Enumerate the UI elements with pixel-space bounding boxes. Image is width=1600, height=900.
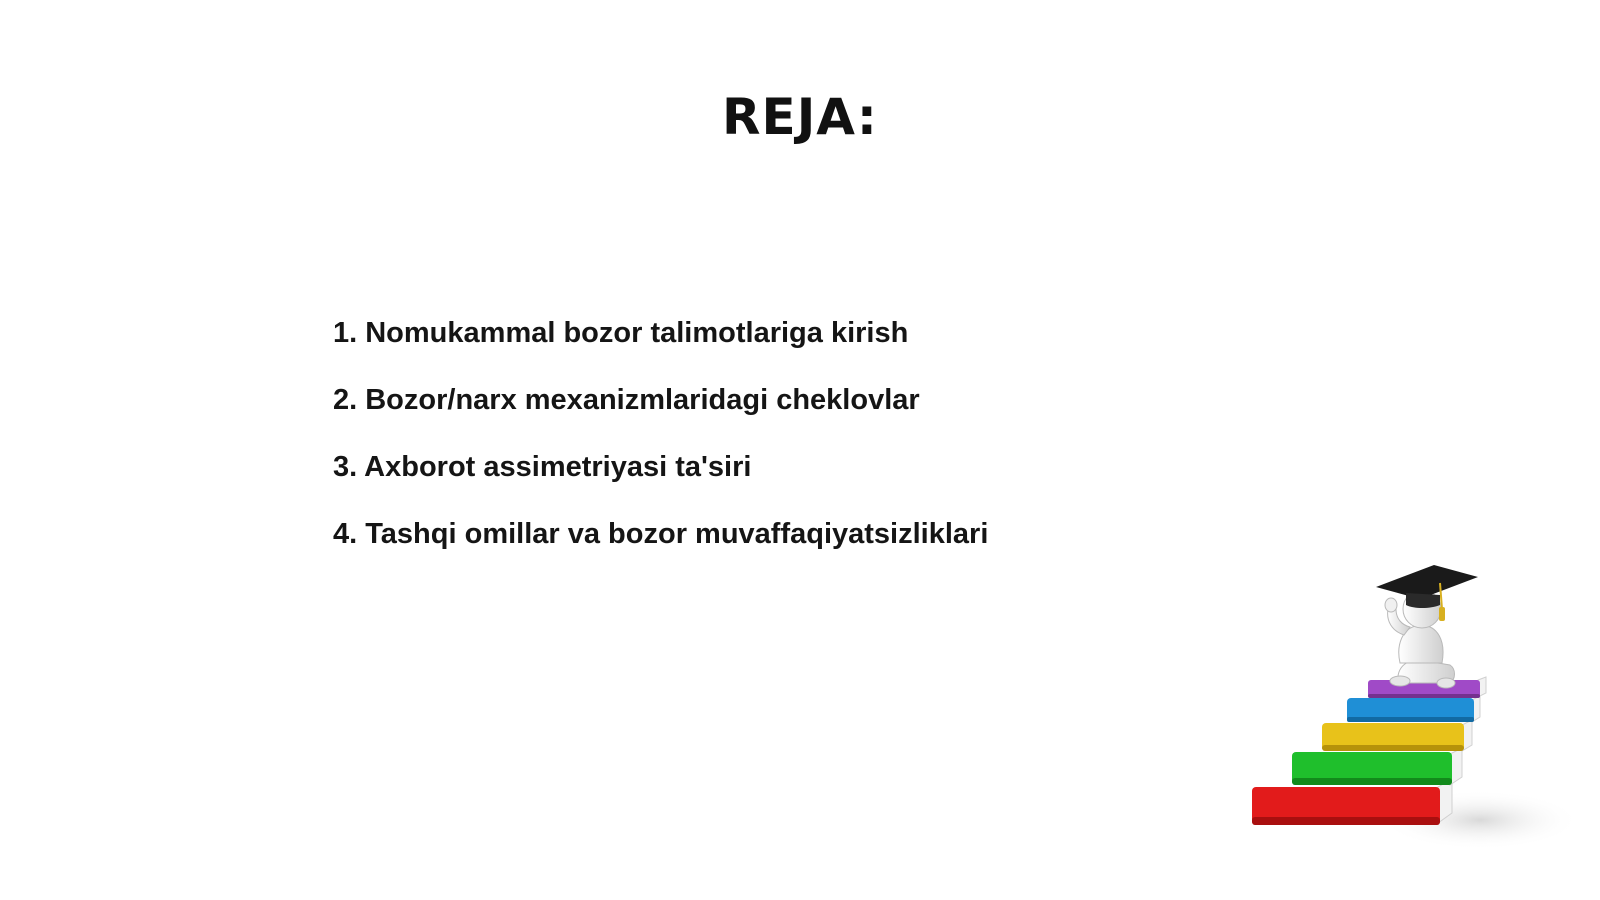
book-red — [1252, 779, 1452, 825]
book-purple-spine-shade — [1368, 694, 1480, 698]
graduate-cap-base — [1406, 593, 1440, 608]
graduate-foot-right — [1437, 678, 1455, 688]
slide-title: REJA: — [722, 88, 878, 146]
book-green-spine-shade — [1292, 778, 1452, 785]
plan-item-2: 2. Bozor/narx mexanizmlaridagi cheklovlar — [333, 384, 920, 416]
graduate-hand — [1385, 598, 1397, 612]
graduate-figure — [1376, 565, 1478, 688]
book-blue-spine-shade — [1347, 717, 1474, 722]
plan-item-1: 1. Nomukammal bozor talimotlariga kirish — [333, 317, 909, 349]
plan-item-3: 3. Axborot assimetriyasi ta'siri — [333, 451, 752, 483]
book-blue — [1347, 696, 1480, 722]
graduate-cap-board — [1376, 565, 1478, 599]
graduate-foot-left — [1390, 676, 1410, 686]
book-red-spine-shade — [1252, 817, 1440, 825]
book-yellow — [1322, 720, 1472, 751]
plan-list — [333, 313, 988, 581]
book-green — [1292, 748, 1462, 785]
graduate-tassel — [1439, 607, 1445, 621]
book-yellow-spine-shade — [1322, 745, 1464, 751]
plan-item-4: 4. Tashqi omillar va bozor muvaffaqiyatsizliklari — [333, 518, 989, 550]
graduate-on-books-icon — [1250, 565, 1580, 865]
